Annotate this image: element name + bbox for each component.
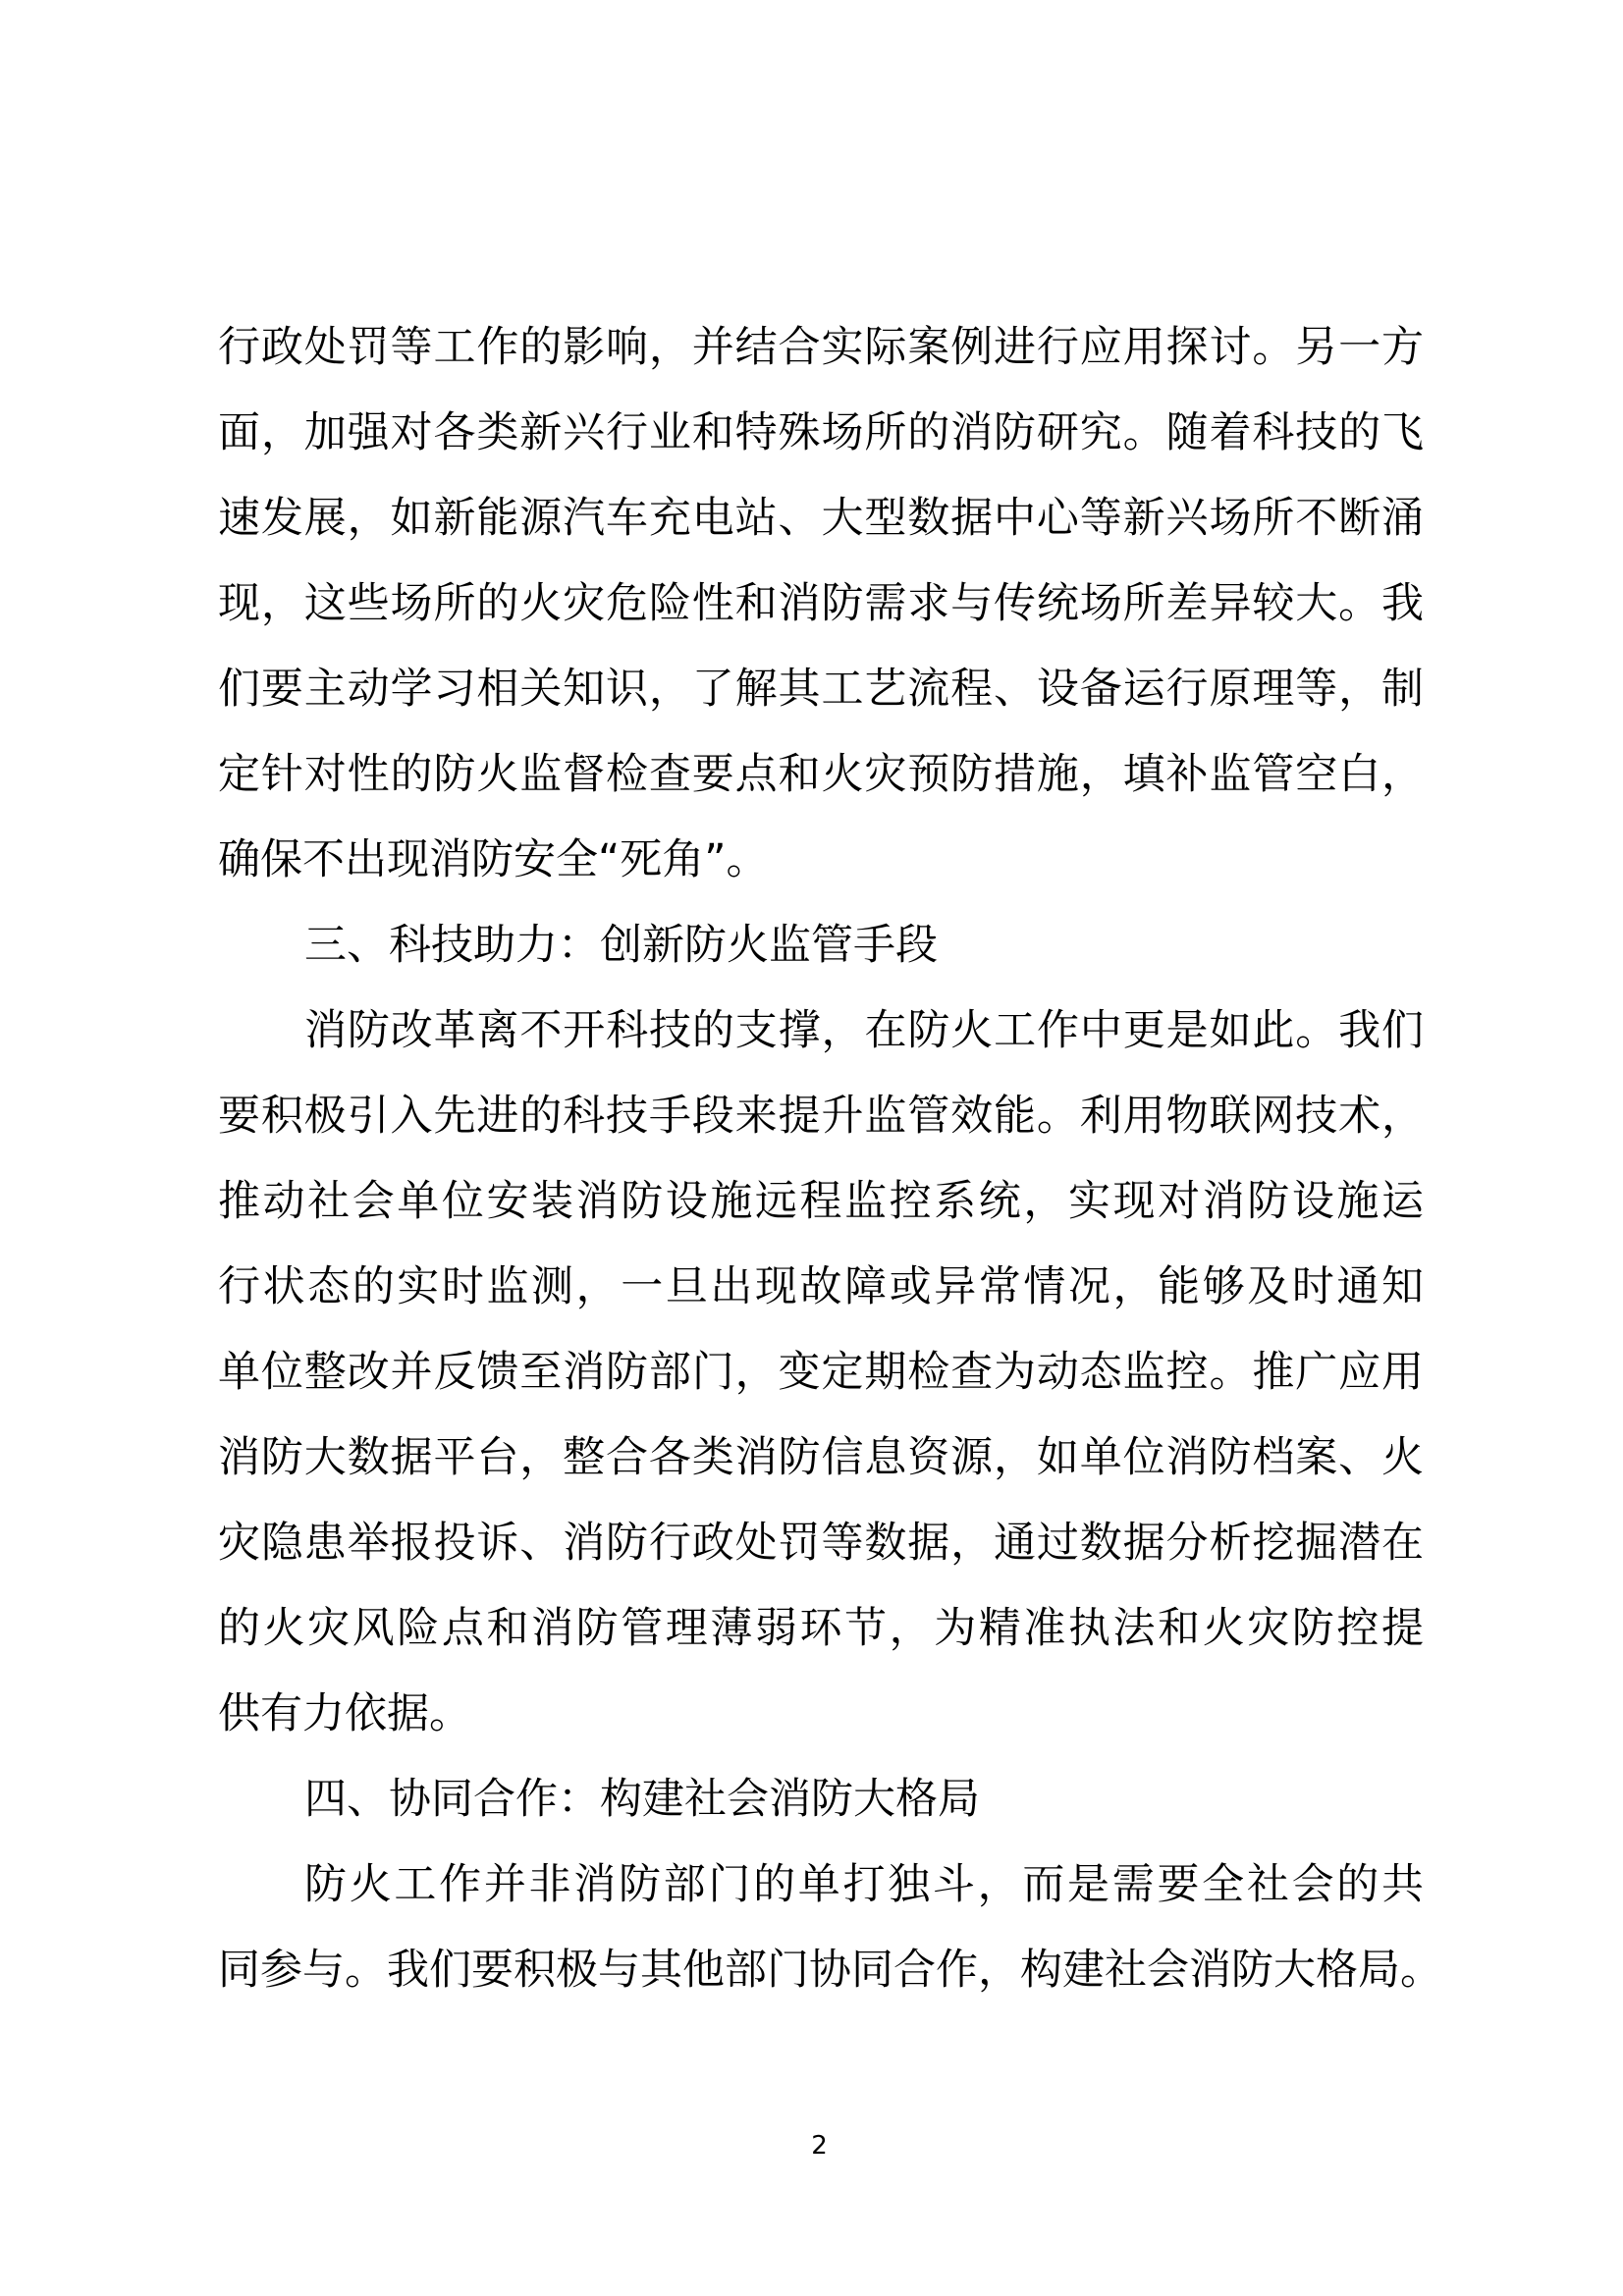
section-heading-4: 四、协同合作：构建社会消防大格局 [304,1775,980,1824]
paragraph-line: 的火灾风险点和消防管理薄弱环节，为精准执法和火灾防控提 [218,1604,1424,1653]
paragraph-line: 们要主动学习相关知识，了解其工艺流程、设备运行原理等，制 [218,665,1424,714]
paragraph-line: 面，加强对各类新兴行业和特殊场所的消防研究。随着科技的飞 [218,408,1424,457]
paragraph-line: 确保不出现消防安全“死角”。 [218,835,769,884]
paragraph-line: 行政处罚等工作的影响，并结合实际案例进行应用探讨。另一方 [218,323,1424,372]
paragraph-line: 供有力依据。 [218,1689,471,1738]
paragraph-line: 要积极引入先进的科技手段来提升监管效能。利用物联网技术， [218,1092,1424,1141]
paragraph-first-line: 防火工作并非消防部门的单打独斗，而是需要全社会的共 [304,1860,1424,1909]
paragraph-line: 消防大数据平台，整合各类消防信息资源，如单位消防档案、火 [218,1433,1424,1482]
paragraph-line: 推动社会单位安装消防设施远程监控系统，实现对消防设施运 [218,1177,1424,1226]
paragraph-line: 同参与。我们要积极与其他部门协同合作，构建社会消防大格局。 [218,1946,1442,1995]
paragraph-first-line: 消防改革离不开科技的支撑，在防火工作中更是如此。我们 [304,1006,1424,1055]
paragraph-line: 速发展，如新能源汽车充电站、大型数据中心等新兴场所不断涌 [218,494,1424,543]
paragraph-line: 行状态的实时监测，一旦出现故障或异常情况，能够及时通知 [218,1262,1424,1311]
paragraph-line: 定针对性的防火监督检查要点和火灾预防措施，填补监管空白， [218,750,1424,799]
paragraph-line: 单位整改并反馈至消防部门，变定期检查为动态监控。推广应用 [218,1348,1424,1397]
document-body [218,305,1442,2013]
paragraph-line: 现，这些场所的火灾危险性和消防需求与传统场所差异较大。我 [218,579,1424,628]
page-number: 2 [811,2131,828,2161]
section-heading-3: 三、科技助力：创新防火监管手段 [304,921,938,970]
paragraph-line: 灾隐患举报投诉、消防行政处罚等数据，通过数据分析挖掘潜在 [218,1519,1424,1568]
